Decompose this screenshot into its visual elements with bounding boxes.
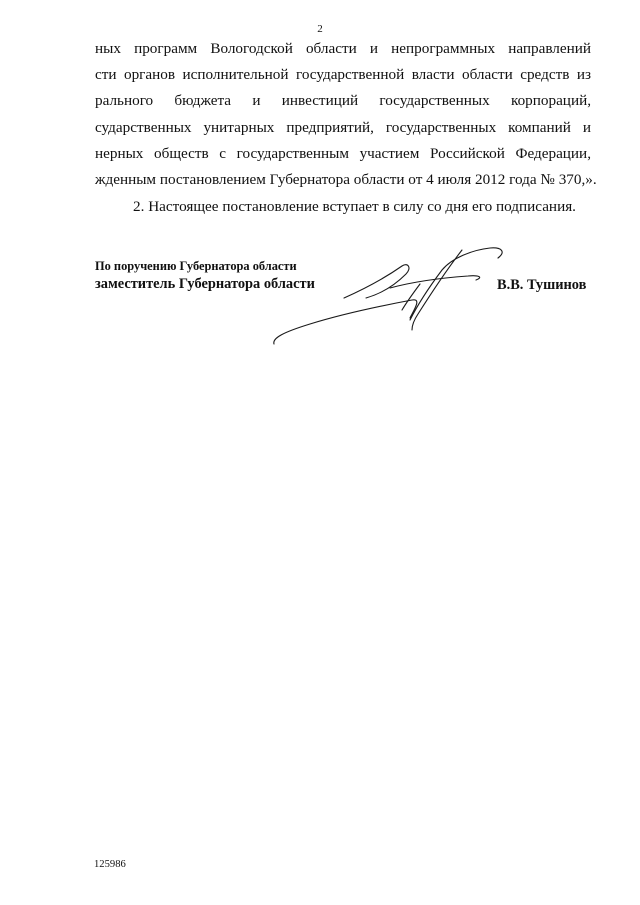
handwritten-signature bbox=[262, 240, 522, 352]
paragraph-1-line: ных программ Вологодской области и непрограммных направлений bbox=[95, 40, 591, 57]
signer-name: В.В. Тушинов bbox=[497, 277, 587, 293]
page-number: 2 bbox=[317, 23, 323, 35]
paragraph-2: 2. Настоящее постановление вступает в силу со дня его подписания. bbox=[133, 198, 576, 215]
paragraph-1-line: рального бюджета и инвестиций государственных корпораций, bbox=[95, 92, 591, 110]
paragraph-1-line: нерных обществ с государственным участием Российской Федерации, bbox=[95, 144, 591, 162]
document-code: 125986 bbox=[94, 859, 126, 870]
paragraph-1-line: жденным постановлением Губернатора области от 4 июля 2012 года № 370,». bbox=[95, 170, 597, 188]
paragraph-1-line: сударственных унитарных предприятий, государственных компаний и bbox=[95, 118, 591, 136]
signatory-position: заместитель Губернатора области bbox=[95, 276, 315, 292]
paragraph-1-line: сти органов исполнительной государственной власти области средств из bbox=[95, 66, 591, 84]
signatory-authority: По поручению Губернатора области bbox=[95, 259, 297, 273]
paragraph-1 bbox=[95, 36, 597, 193]
